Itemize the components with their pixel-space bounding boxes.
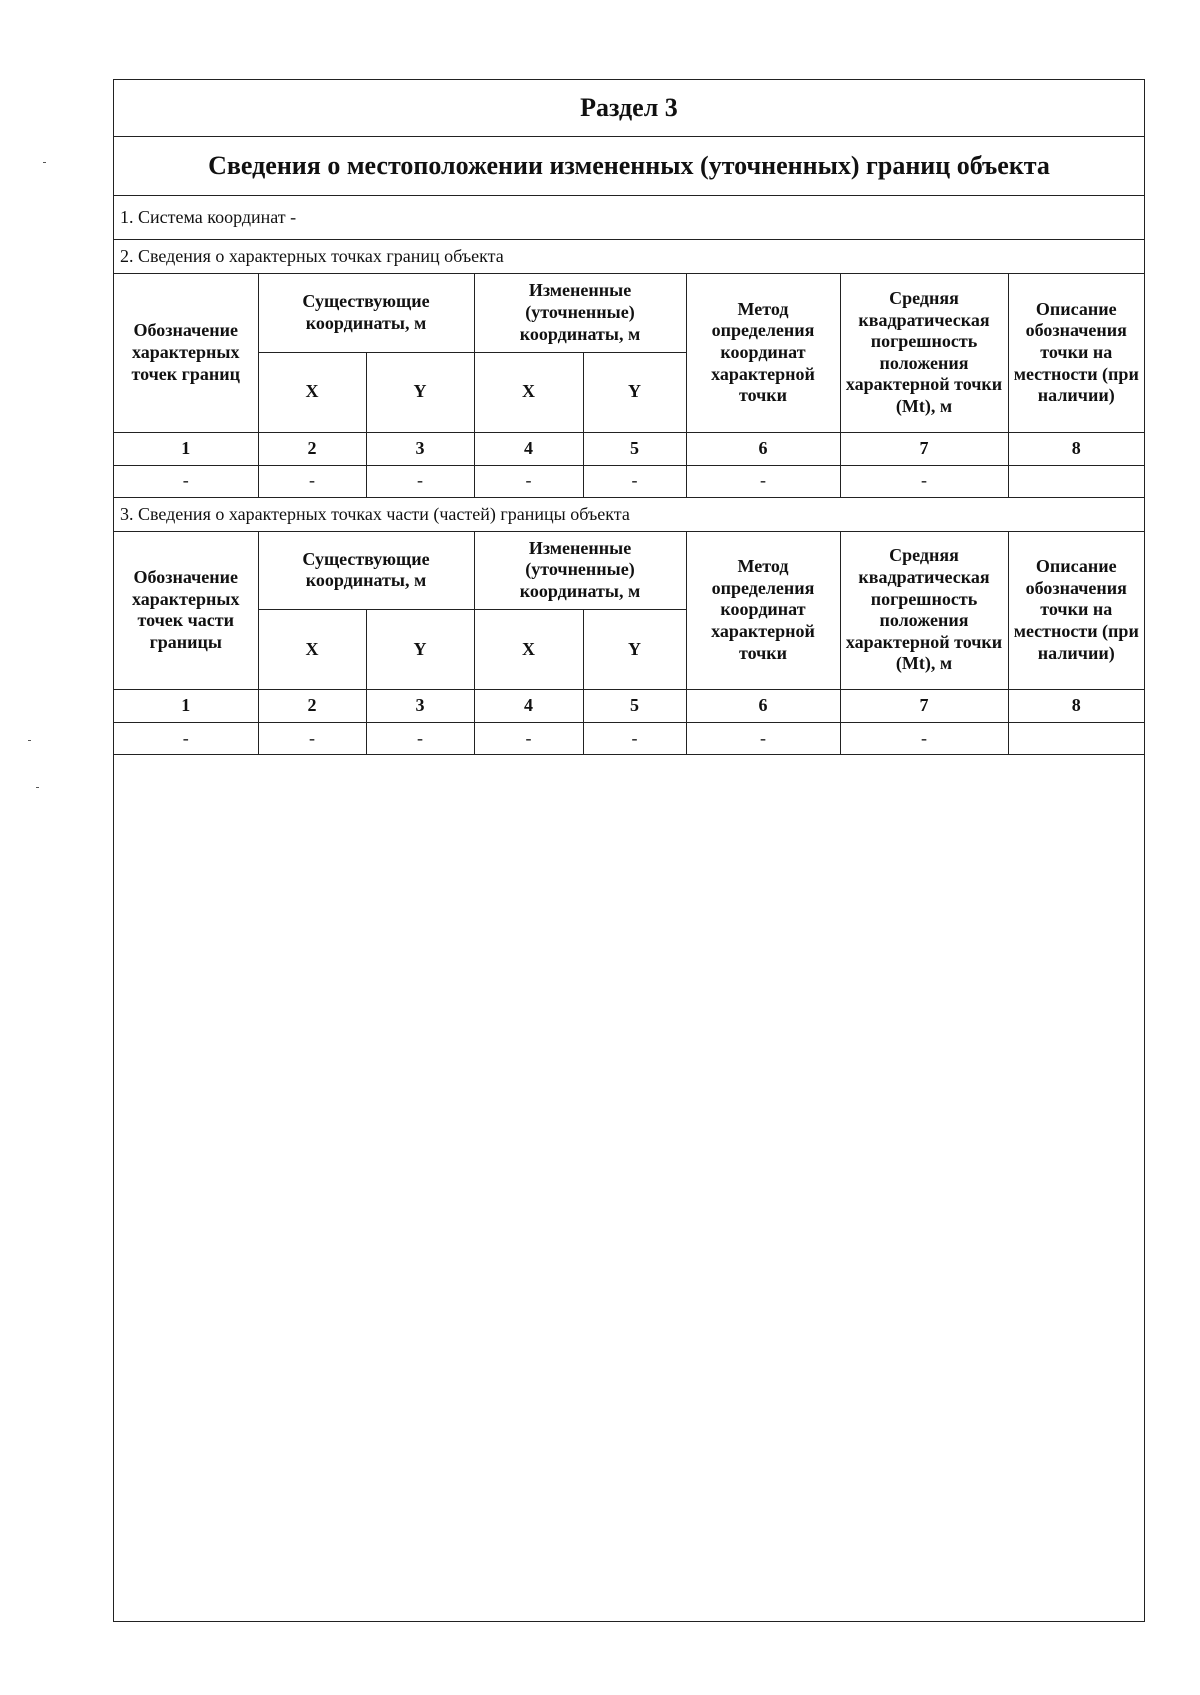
existing-x-header: X xyxy=(258,352,366,432)
block2-heading: 3. Сведения о характерных точках части (частей) границы объекта xyxy=(114,498,1144,532)
existing-x-header: X xyxy=(258,610,366,690)
document-frame xyxy=(113,79,1145,1622)
table-cell: - xyxy=(114,723,258,755)
column-number: 8 xyxy=(1008,432,1144,465)
col-description-header: Описание обозначения точки на местности (при наличии) xyxy=(1008,274,1144,432)
changed-y-header: Y xyxy=(583,352,686,432)
table-row xyxy=(114,465,1144,497)
col-method-header: Метод определения координат характерной точки xyxy=(686,532,840,690)
column-number: 5 xyxy=(583,690,686,723)
col-designation-header: Обозначение характерных точек границ xyxy=(114,274,258,432)
column-number: 6 xyxy=(686,432,840,465)
table-cell: - xyxy=(840,723,1008,755)
table-cell: - xyxy=(840,465,1008,497)
coordinate-system-line: 1. Система координат - xyxy=(114,196,1144,240)
col-designation-header: Обозначение характерных точек части границы xyxy=(114,532,258,690)
table-cell xyxy=(1008,465,1144,497)
table-cell xyxy=(1008,723,1144,755)
table-cell: - xyxy=(366,723,474,755)
column-number: 2 xyxy=(258,432,366,465)
column-number: 6 xyxy=(686,690,840,723)
col-existing-header: Существующие координаты, м xyxy=(258,532,474,610)
table-cell: - xyxy=(686,465,840,497)
document-title: Сведения о местоположении измененных (уточненных) границ объекта xyxy=(114,137,1144,196)
block1-heading: 2. Сведения о характерных точках границ объекта xyxy=(114,240,1144,274)
col-description-header: Описание обозначения точки на местности (при наличии) xyxy=(1008,532,1144,690)
column-number: 4 xyxy=(474,432,583,465)
table-cell: - xyxy=(474,723,583,755)
table-row xyxy=(114,723,1144,755)
scan-speck xyxy=(28,740,31,741)
col-error-header: Средняя квадратическая погрешность положения характерной точки (Mt), м xyxy=(840,274,1008,432)
block1-table xyxy=(114,274,1144,498)
table-cell: - xyxy=(258,723,366,755)
col-changed-header: Измененные (уточненные) координаты, м xyxy=(474,274,686,352)
table-cell: - xyxy=(114,465,258,497)
column-number: 8 xyxy=(1008,690,1144,723)
column-number: 4 xyxy=(474,690,583,723)
changed-y-header: Y xyxy=(583,610,686,690)
column-number-row xyxy=(114,432,1144,465)
changed-x-header: X xyxy=(474,610,583,690)
table-cell: - xyxy=(474,465,583,497)
block2-table xyxy=(114,532,1144,756)
column-number: 3 xyxy=(366,690,474,723)
table-cell: - xyxy=(258,465,366,497)
column-number: 3 xyxy=(366,432,474,465)
table-cell: - xyxy=(583,723,686,755)
existing-y-header: Y xyxy=(366,352,474,432)
table-cell: - xyxy=(583,465,686,497)
scan-speck xyxy=(43,162,46,163)
column-number: 1 xyxy=(114,432,258,465)
column-number-row xyxy=(114,690,1144,723)
column-number: 5 xyxy=(583,432,686,465)
table-cell: - xyxy=(686,723,840,755)
col-changed-header: Измененные (уточненные) координаты, м xyxy=(474,532,686,610)
existing-y-header: Y xyxy=(366,610,474,690)
section-label: Раздел 3 xyxy=(114,80,1144,137)
changed-x-header: X xyxy=(474,352,583,432)
column-number: 2 xyxy=(258,690,366,723)
scan-speck xyxy=(36,787,39,788)
column-number: 7 xyxy=(840,690,1008,723)
column-number: 1 xyxy=(114,690,258,723)
col-method-header: Метод определения координат характерной точки xyxy=(686,274,840,432)
table-cell: - xyxy=(366,465,474,497)
column-number: 7 xyxy=(840,432,1008,465)
col-existing-header: Существующие координаты, м xyxy=(258,274,474,352)
col-error-header: Средняя квадратическая погрешность положения характерной точки (Mt), м xyxy=(840,532,1008,690)
